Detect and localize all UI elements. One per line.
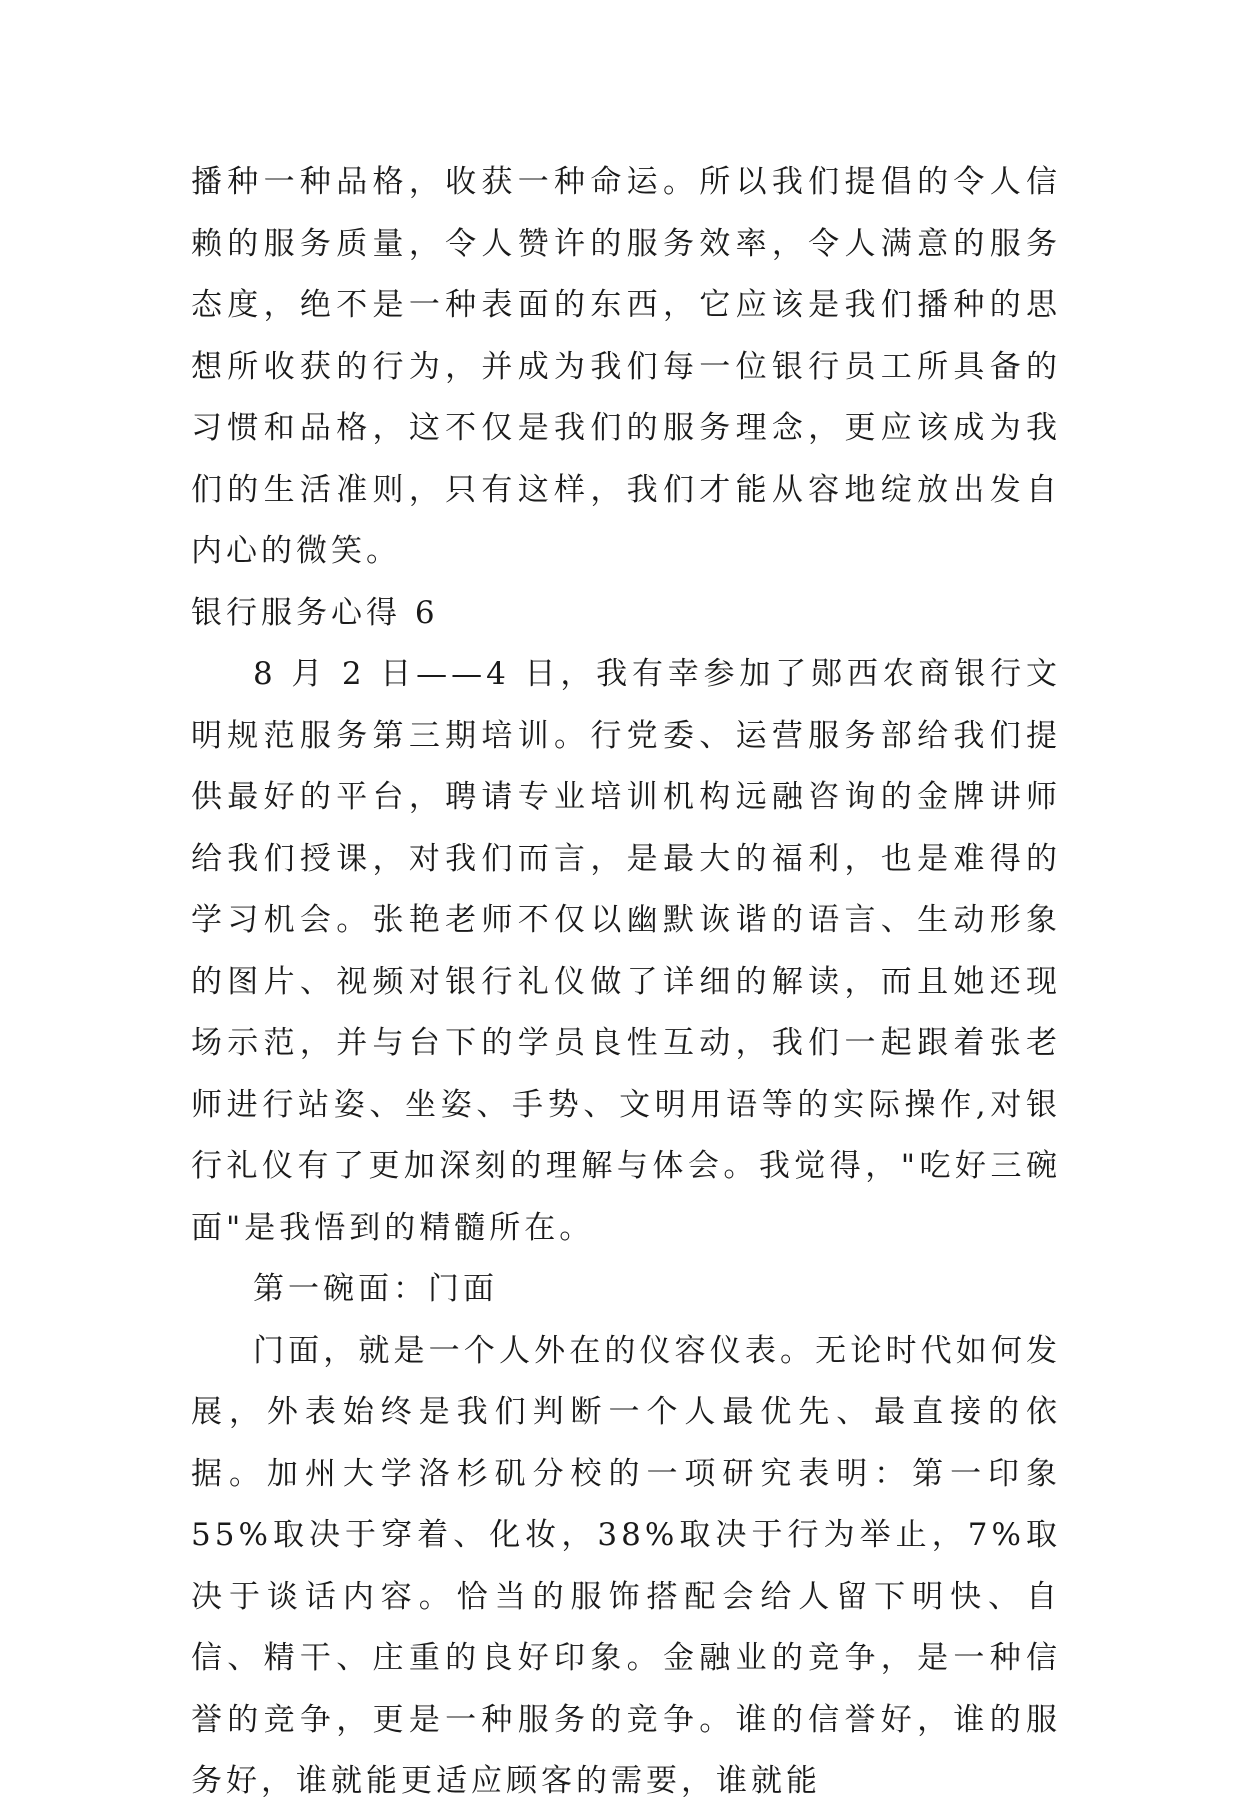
subheading-first-bowl: 第一碗面：门面 <box>253 1271 498 1307</box>
document-body <box>191 152 1061 1813</box>
paragraph-service-quality: 播种一种品格，收获一种命运。所以我们提倡的令人信赖的服务质量，令人赞许的服务效率，令人满意的服务态度，绝不是一种表面的东西，它应该是我们播种的思想所收获的行为，并成为我们每一位银行员工所具备的习惯和品格，这不仅是我们的服务理念，更应该成为我们的生活准则，只有这样，我们才能从容地绽放出发自内心的微笑。 <box>191 164 1061 569</box>
paragraph-appearance: 门面，就是一个人外在的仪容仪表。无论时代如何发展，外表始终是我们判断一个人最优先、最直接的依据。加州大学洛杉矶分校的一项研究表明：第一印象 55%取决于穿着、化妆，38%取决于行为举止，7%取决于谈话内容。恰当的服饰搭配会给人留下明快、自信、精干、庄重的良好印象。金融业的竞争，是一种信誉的竞争，更是一种服务的竞争。谁的信誉好，谁的服务好，谁就能更适应顾客的需要，谁就能 <box>191 1332 1061 1799</box>
section-heading: 银行服务心得 6 <box>191 594 439 631</box>
paragraph-training-experience: 8 月 2 日——4 日，我有幸参加了郧西农商银行文明规范服务第三期培训。行党委、运营服务部给我们提供最好的平台，聘请专业培训机构远融咨询的金牌讲师给我们授课，对我们而言，是最大的福利，也是难得的学习机会。张艳老师不仅以幽默诙谐的语言、生动形象的图片、视频对银行礼仪做了详细的解读，而且她还现场示范，并与台下的学员良性互动，我们一起跟着张老师进行站姿、坐姿、手势、文明用语等的实际操作,对银行礼仪有了更加深刻的理解与体会。我觉得，"吃好三碗面"是我悟到的精髓所在。 <box>191 656 1061 1246</box>
